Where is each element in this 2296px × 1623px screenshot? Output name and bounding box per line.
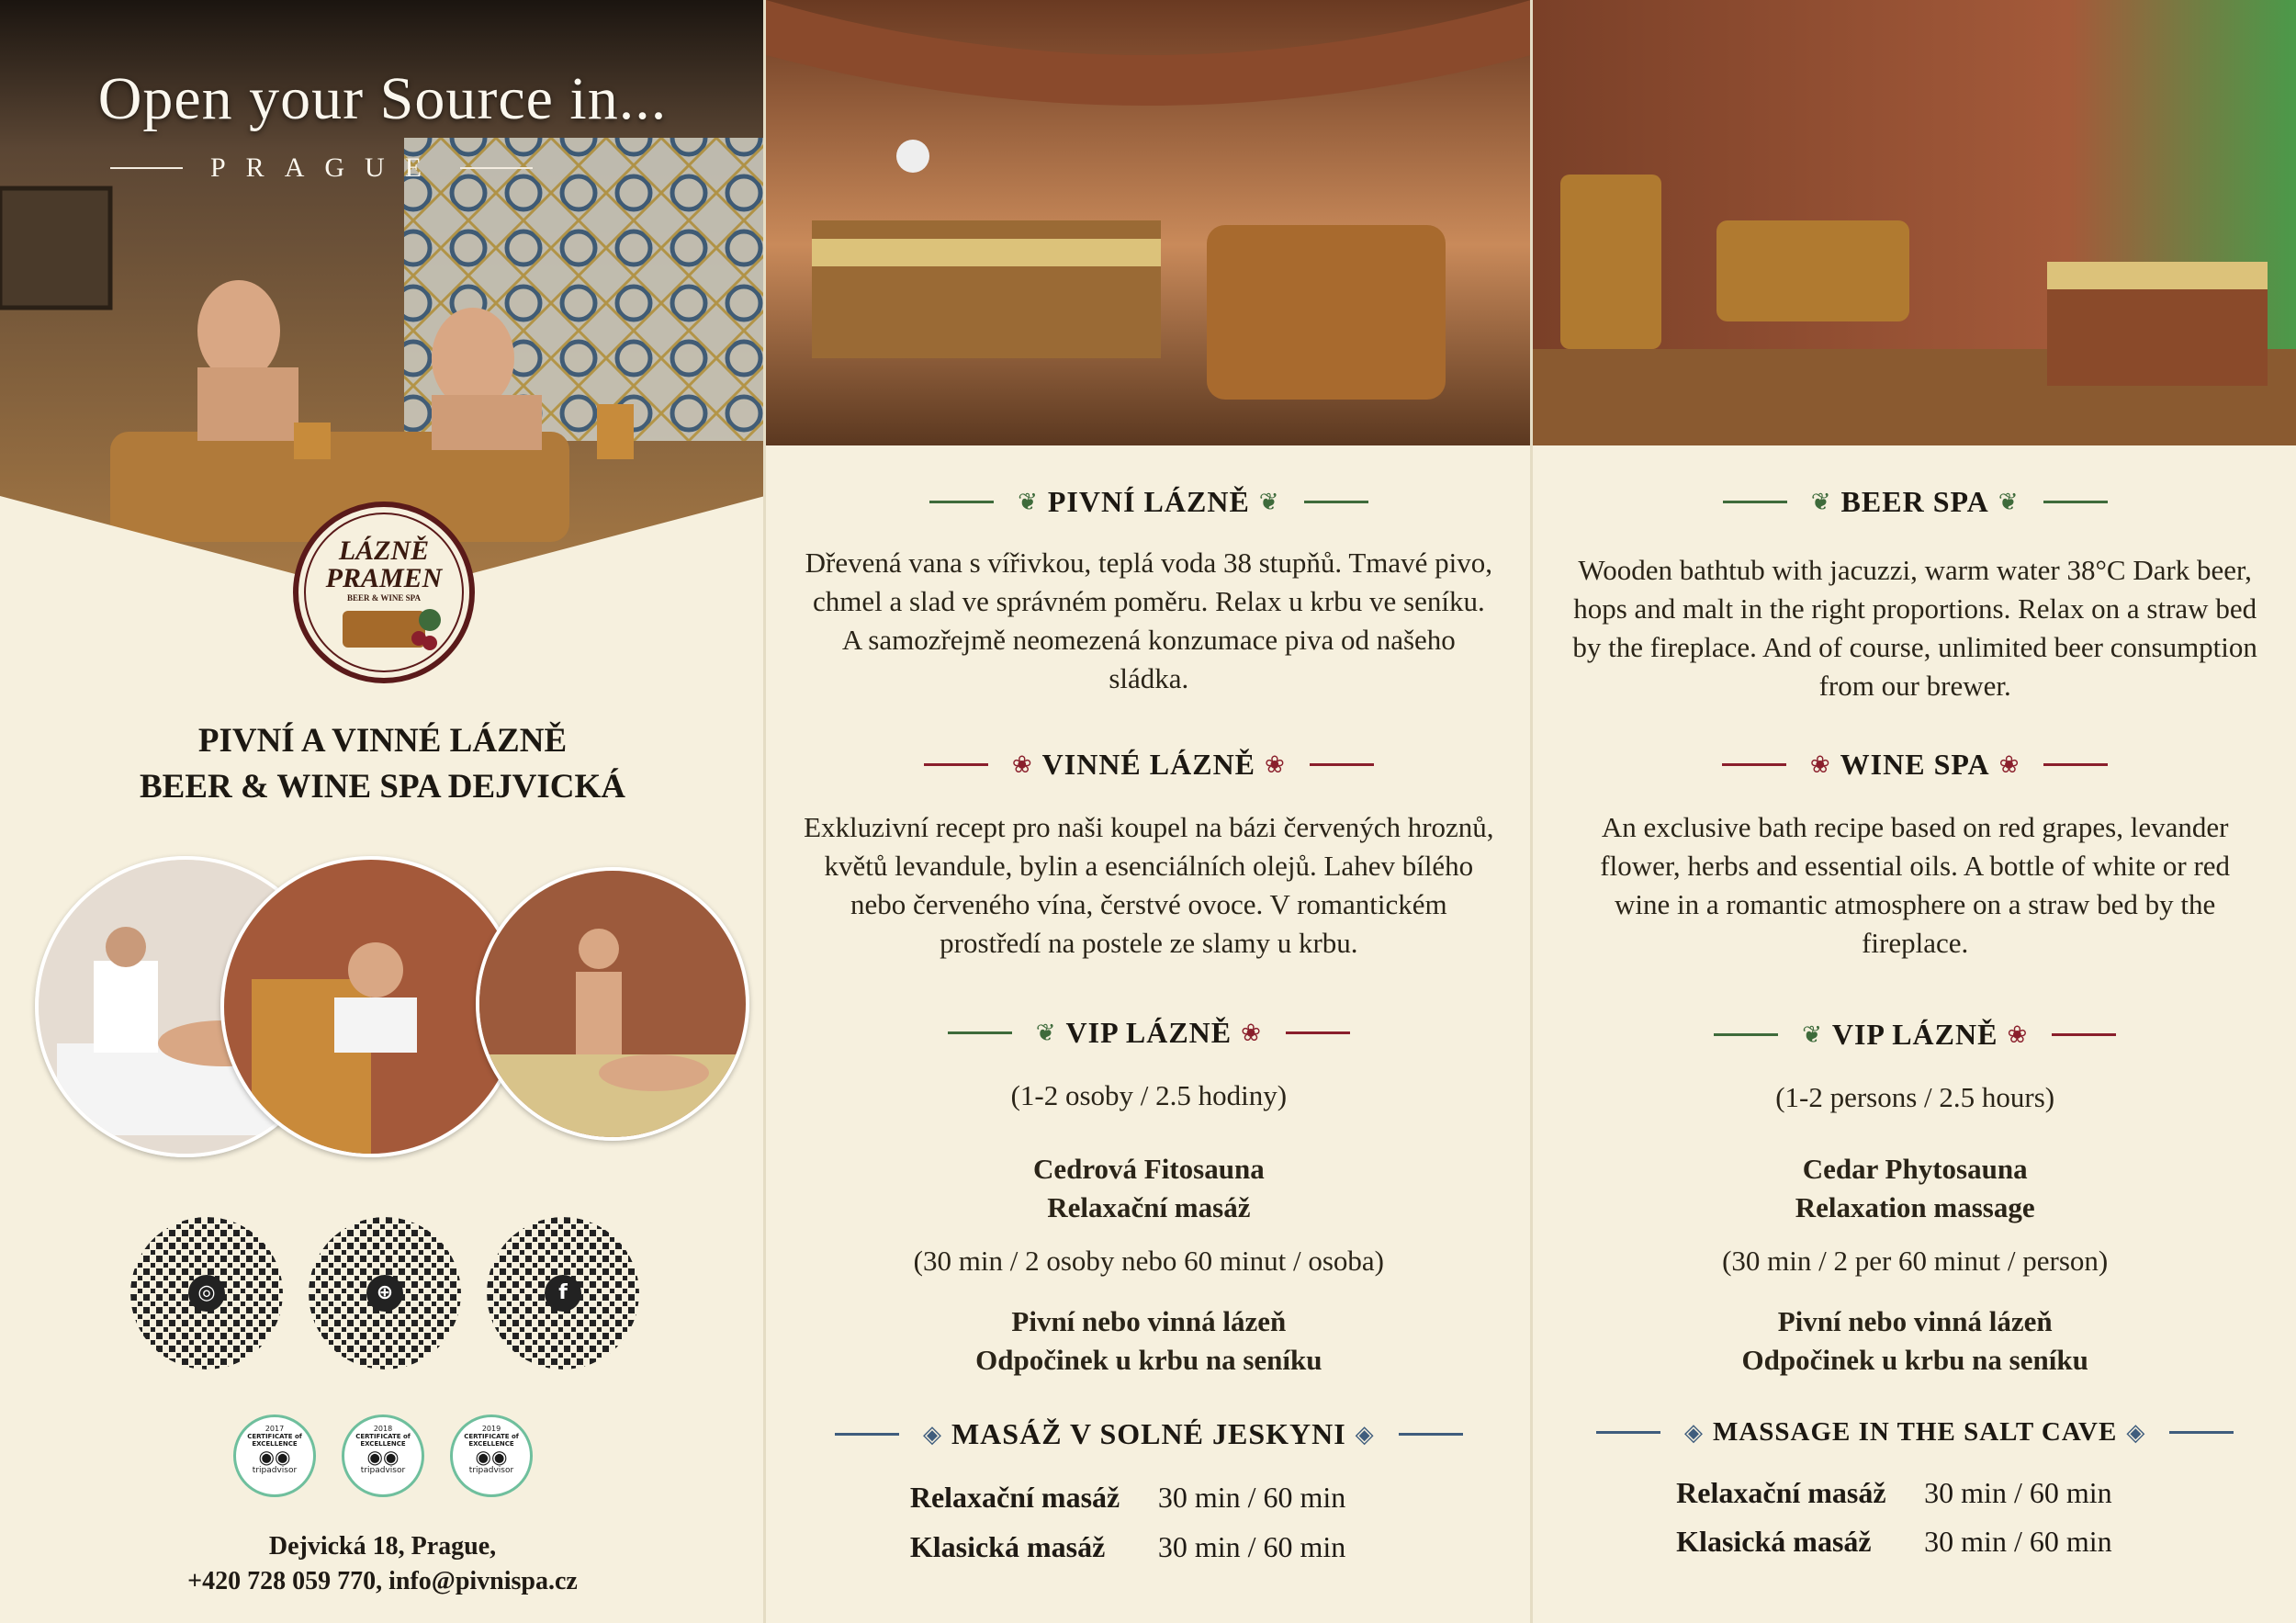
massage-row [1533, 1476, 2296, 1510]
vip-massage-note: (30 min / 2 osoby nebo 60 minut / osoba) [913, 1245, 1384, 1277]
divider-swash [1722, 763, 1786, 766]
qr-website[interactable] [309, 1217, 461, 1369]
divider-swash [2043, 501, 2108, 503]
beer-spa-heading [766, 485, 1529, 519]
vip-item-bath: Pivní nebo vinná lázeň [1011, 1305, 1287, 1337]
hop-icon: ❦ [1258, 488, 1280, 516]
logo-wordmark [292, 537, 476, 603]
owl-icon: ◉◉ [258, 1446, 291, 1468]
qr-codes [130, 1217, 645, 1373]
beer-spa-description: Dřevená vana s vířivkou, teplá voda 38 stupňů. Tmavé pivo, chmel a slad ve správném poměru. Relax u krbu ve seníku. A samozřejmě neomezená konzumace piva od našeho sládka. [805, 547, 1493, 694]
divider-swash [2169, 1431, 2234, 1434]
divider-swash [929, 501, 994, 503]
logo-subtitle: BEER & WINE SPA [347, 593, 421, 603]
badge-label: CERTIFICATE of EXCELLENCE [464, 1433, 519, 1448]
massage-time: 30 min / 60 min [1924, 1476, 2112, 1509]
tripadvisor-badges [233, 1414, 536, 1497]
brand-title-cz: PIVNÍ A VINNÉ LÁZNĚ [197, 722, 568, 760]
badge-brand: tripadvisor [252, 1466, 298, 1475]
vip-item-sauna: Cedar Phytosauna [1802, 1153, 2028, 1185]
wine-spa-heading [1533, 748, 2296, 782]
massage-time: 30 min / 60 min [1157, 1481, 1346, 1514]
badge-label: CERTIFICATE of EXCELLENCE [355, 1433, 411, 1448]
vip-item-massage: Relaxační masáž [1047, 1191, 1251, 1223]
logo-line-1: LÁZNĚ [338, 535, 430, 566]
brand-title-en: BEER & WINE SPA DEJVICKÁ [139, 768, 626, 806]
heading-text: VINNÉ LÁZNĚ [1041, 748, 1256, 781]
massage-row [766, 1530, 1529, 1564]
vip-item-sauna: Cedrová Fitosauna [1032, 1153, 1265, 1185]
tagline: Open your Source in... [97, 65, 668, 132]
left-panel [0, 0, 763, 1623]
grape-icon: ❀ [2007, 1020, 2029, 1049]
divider-swash [1286, 1031, 1350, 1034]
vip-massage-note: (30 min / 2 per 60 minut / person) [1722, 1245, 2109, 1277]
badge-year: 2019 [481, 1425, 501, 1433]
vip-item-rest: Odpočinek u krbu na seníku [1741, 1344, 2088, 1376]
web-globe-icon: ⊕ [366, 1275, 403, 1312]
wine-spa-description: Exkluzivní recept pro naši koupel na bázi červených hroznů, květů levandule, bylin a esenciálních olejů. Lahev bílého nebo červeného vína, čerstvé ovoce. V romantickém prostředí na postele ze slamy u krbu. [804, 811, 1494, 959]
massage-time: 30 min / 60 min [1157, 1530, 1346, 1563]
salt-cave-heading [1533, 1417, 2296, 1448]
brand-title [0, 718, 763, 810]
beer-spa-description: Wooden bathtub with jacuzzi, warm water 38°C Dark beer, hops and malt in the right proportions. Relax on a straw bed by the fireplace. And of course, unlimited beer consumption from our brewer. [1572, 554, 2257, 702]
heading-text: VIP LÁZNĚ [1831, 1018, 1998, 1051]
crystal-icon: ◈ [1683, 1418, 1704, 1447]
massage-time: 30 min / 60 min [1924, 1525, 2112, 1558]
facebook-icon: f [545, 1275, 581, 1312]
grape-icon: ❀ [1809, 750, 1831, 779]
divider-swash [1399, 1433, 1463, 1436]
divider-swash [1310, 763, 1374, 766]
photo-circles [35, 856, 733, 1159]
heading-text: WINE SPA [1840, 748, 1990, 781]
divider-swash [1723, 501, 1787, 503]
divider-swash [1714, 1033, 1778, 1036]
city-label: PRAGUE [210, 152, 443, 183]
owl-icon: ◉◉ [366, 1446, 400, 1468]
divider-line [110, 167, 183, 169]
heading-text: MASSAGE IN THE SALT CAVE [1712, 1417, 2118, 1447]
badge-brand: tripadvisor [360, 1466, 406, 1475]
grape-icon: ❀ [1011, 750, 1033, 779]
heading-text: VIP LÁZNĚ [1065, 1016, 1232, 1049]
city-divider [110, 150, 533, 186]
grape-icon: ❀ [1998, 750, 2020, 779]
beer-spa-heading [1533, 485, 2296, 519]
owl-icon: ◉◉ [475, 1446, 508, 1468]
divider-swash [1596, 1431, 1660, 1434]
massage-row [1533, 1525, 2296, 1559]
logo-line-2: PRAMEN [325, 563, 443, 593]
tripadvisor-badge [233, 1414, 316, 1497]
instagram-icon: ◎ [188, 1275, 225, 1312]
salt-cave-heading [766, 1417, 1529, 1451]
vip-item-rest: Odpočinek u krbu na seníku [975, 1344, 1322, 1376]
divider-swash [2052, 1033, 2116, 1036]
hop-icon: ❦ [1998, 488, 2020, 516]
hop-icon: ❦ [1018, 488, 1039, 516]
vip-spa-heading [1533, 1018, 2296, 1052]
divider-swash [835, 1433, 899, 1436]
vip-spa-heading [766, 1016, 1529, 1050]
tripadvisor-badge [342, 1414, 424, 1497]
divider-swash [1304, 501, 1368, 503]
divider-line [460, 167, 533, 169]
couple-photo [476, 867, 749, 1141]
massage-row [766, 1481, 1529, 1515]
crystal-icon: ◈ [1355, 1420, 1375, 1448]
spa-room-photo [1533, 0, 2296, 445]
badge-year: 2018 [373, 1425, 393, 1433]
qr-instagram[interactable] [130, 1217, 283, 1369]
spa-room-photo [766, 0, 1529, 445]
massage-name: Klasická masáž [909, 1530, 1106, 1563]
hop-icon: ❦ [1810, 488, 1832, 516]
wine-spa-heading [766, 748, 1529, 782]
divider-swash [948, 1031, 1012, 1034]
badge-brand: tripadvisor [468, 1466, 514, 1475]
lazne-pramen-logo [292, 501, 476, 684]
crystal-icon: ◈ [2126, 1418, 2146, 1447]
massage-name: Relaxační masáž [909, 1481, 1120, 1514]
hop-icon: ❦ [1802, 1020, 1823, 1049]
heading-text: BEER SPA [1840, 485, 1989, 518]
czech-panel [763, 0, 1529, 1623]
crystal-icon: ◈ [922, 1420, 942, 1448]
grape-icon: ❀ [1241, 1019, 1262, 1047]
badge-label: CERTIFICATE of EXCELLENCE [247, 1433, 302, 1448]
grape-icon: ❀ [1265, 750, 1286, 779]
vip-duration: (1-2 osoby / 2.5 hodiny) [1010, 1079, 1288, 1111]
massage-name: Klasická masáž [1676, 1525, 1872, 1558]
contact-address [0, 1529, 763, 1599]
wine-spa-description: An exclusive bath recipe based on red grapes, levander flower, herbs and essential oils. A bottle of white or red wine in a romantic atmosphere on a straw bed by the fireplace. [1600, 811, 2231, 959]
vip-duration: (1-2 persons / 2.5 hours) [1775, 1081, 2055, 1113]
heading-text: MASÁŽ V SOLNÉ JESKYNI [951, 1417, 1346, 1450]
phone-email-line[interactable]: +420 728 059 770, info@pivnispa.cz [187, 1567, 578, 1595]
heading-text: PIVNÍ LÁZNĚ [1047, 485, 1250, 518]
english-panel [1530, 0, 2296, 1623]
badge-year: 2017 [264, 1425, 285, 1433]
divider-swash [924, 763, 988, 766]
qr-facebook[interactable] [487, 1217, 639, 1369]
tripadvisor-badge [450, 1414, 533, 1497]
vip-item-massage: Relaxation massage [1795, 1191, 2035, 1223]
massage-name: Relaxační masáž [1676, 1476, 1886, 1509]
address-line: Dejvická 18, Prague, [268, 1532, 497, 1561]
vip-item-bath: Pivní nebo vinná lázeň [1777, 1305, 2053, 1337]
hop-icon: ❦ [1035, 1019, 1057, 1047]
divider-swash [2043, 763, 2108, 766]
